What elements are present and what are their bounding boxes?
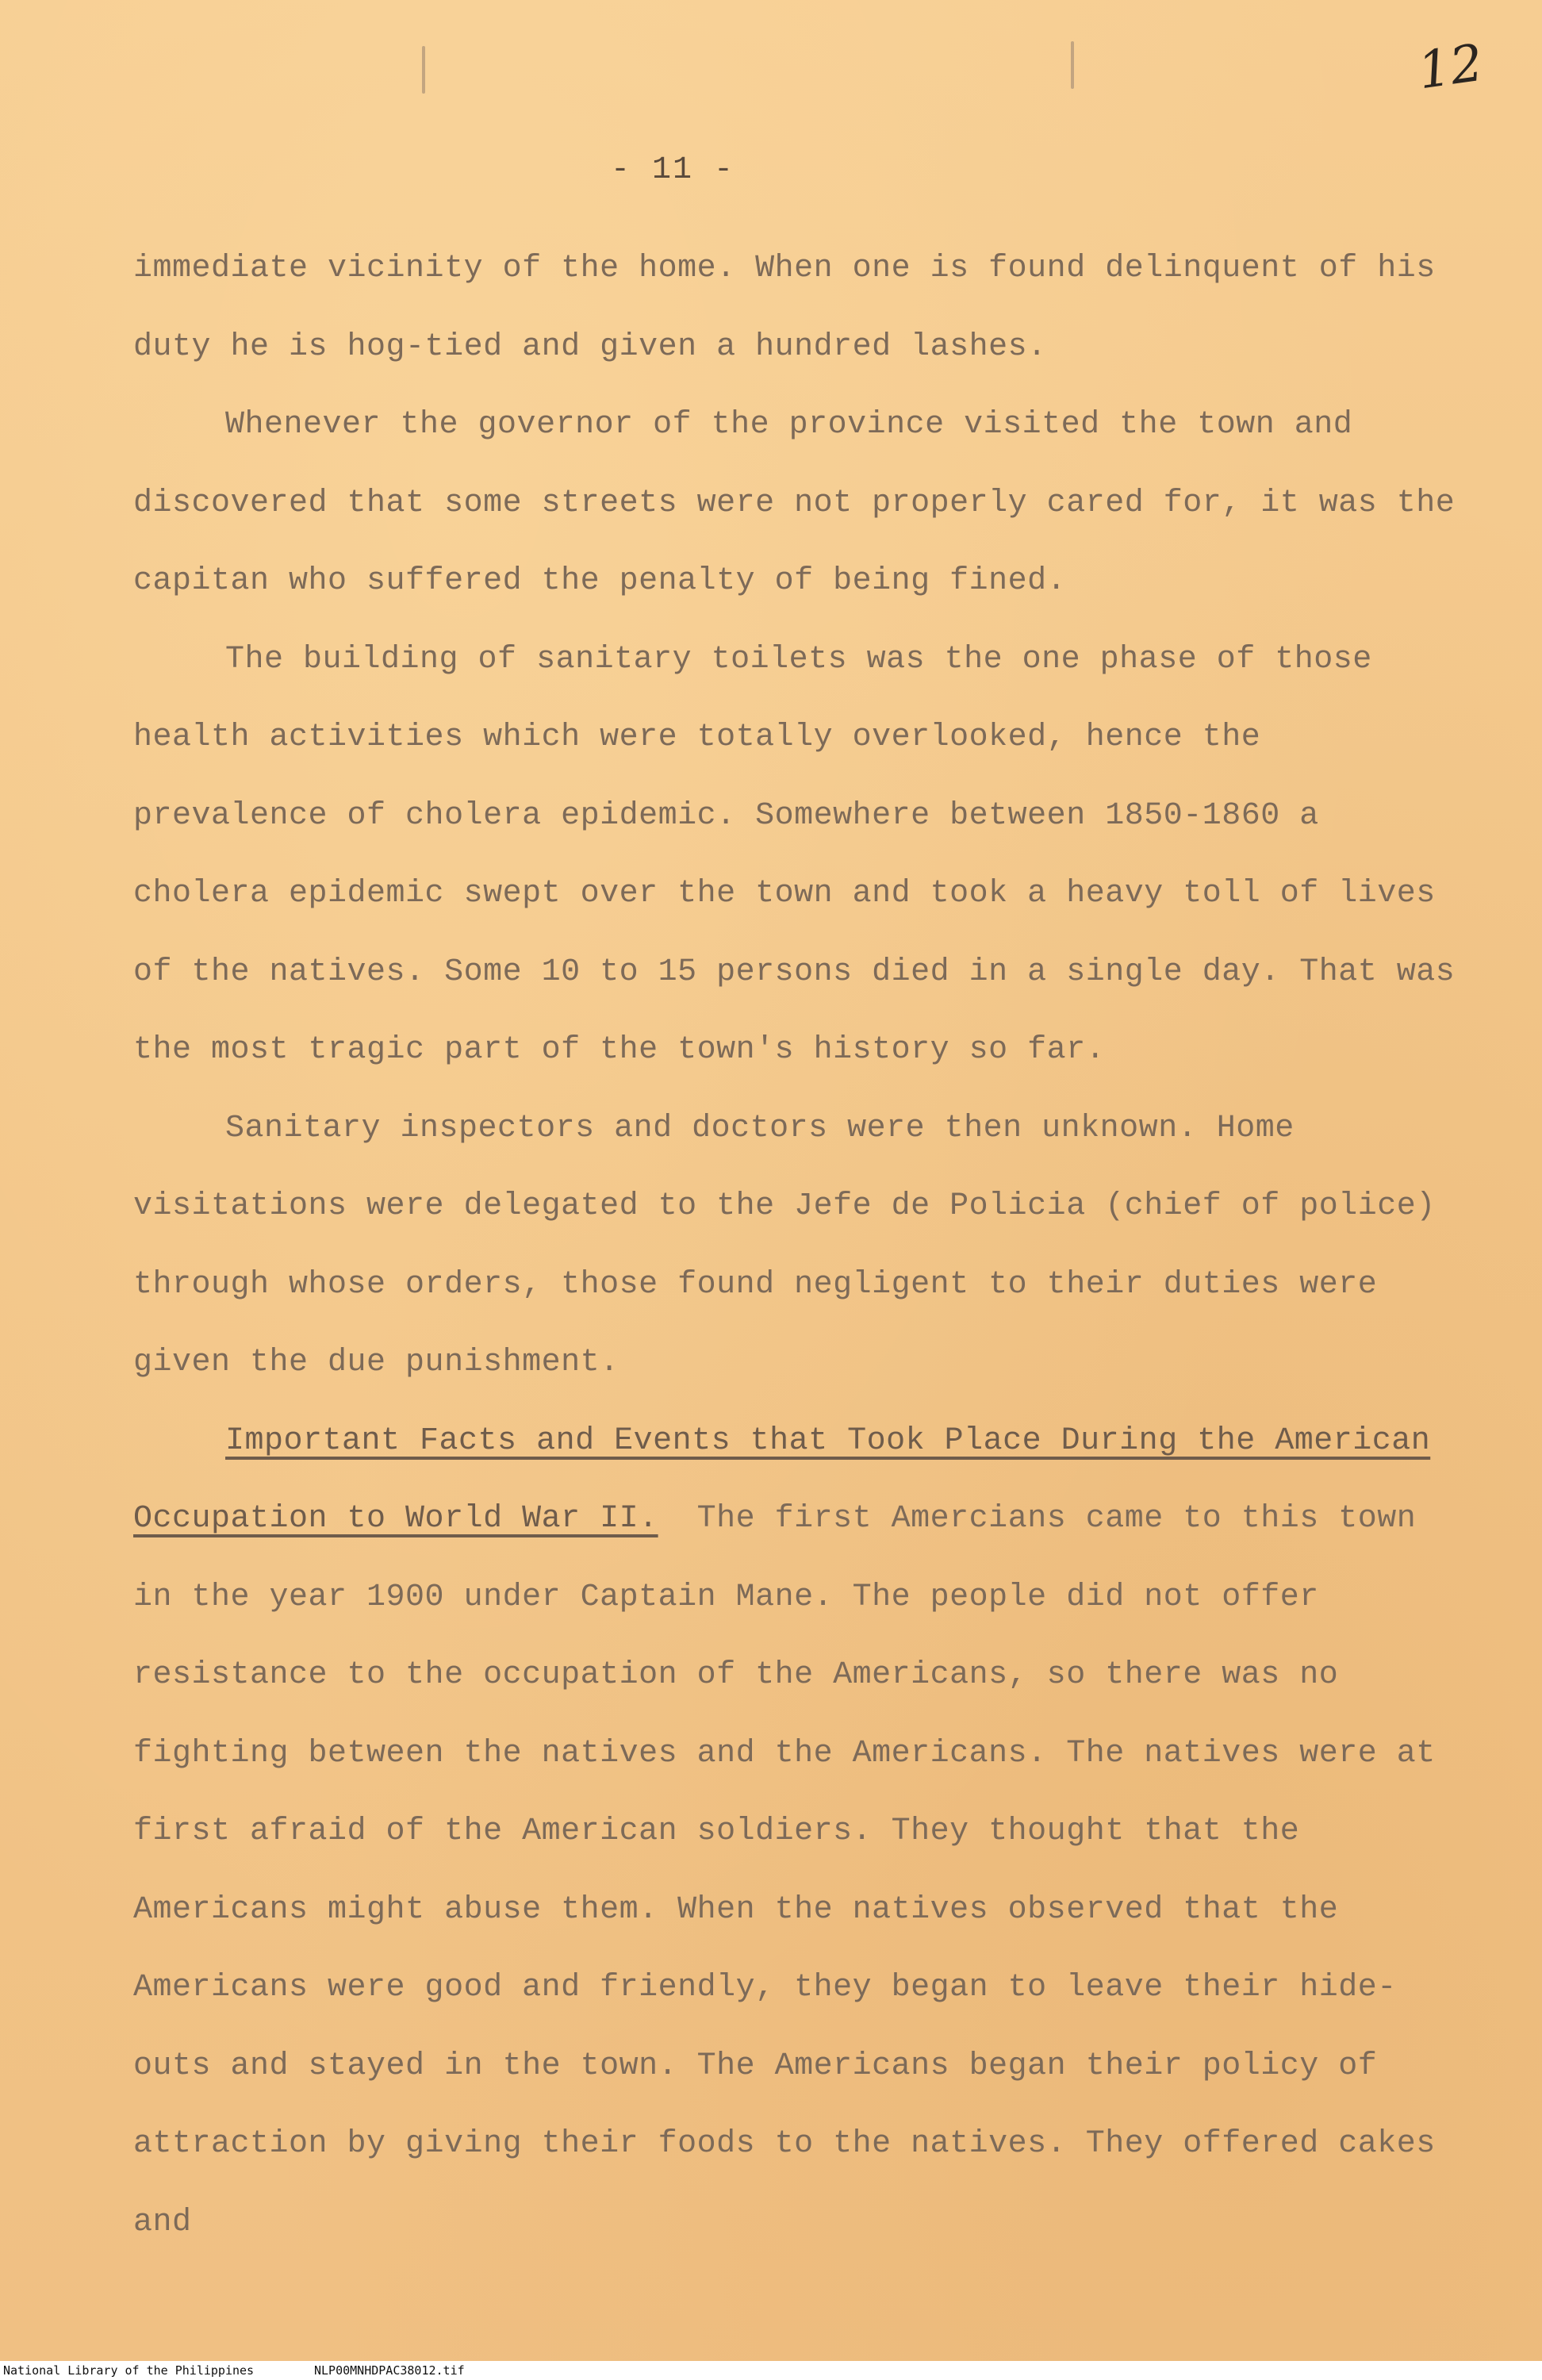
page-number: - 11 - — [611, 152, 735, 188]
section-paragraph-text: The first Amercians came to this town in the year 1900 under Captain Mane. The people did not offer resistance to the occupation of the Americans, so there was no fighting between the natives and the Americans. The natives were at first afraid of the American soldiers. They thought that the Americans might abuse them. When the natives observed that the Americans were good and friendly, they began to leave their hide-outs and stayed in the town. The Americans began their policy of attraction by giving their foods to the natives. They offered cakes and — [133, 1501, 1436, 2240]
footer-library-name: National Library of the Philippines — [3, 2363, 255, 2378]
paragraph-2: Whenever the governor of the province visited the town and discovered that some streets were not properly cared for, it was the capitan who suffered the penalty of being fined. — [133, 407, 1456, 599]
section-paragraph — [133, 1403, 1466, 2263]
scan-footer — [0, 2361, 1542, 2380]
staple-mark-left — [422, 46, 425, 94]
footer-filename: NLP00MNHDPAC38012.tif — [314, 2363, 465, 2378]
section-heading: Important Facts and Events that Took Place During the American Occupation to World War II. — [133, 1422, 1431, 1537]
staple-mark-right — [1071, 41, 1074, 89]
paragraph-1: immediate vicinity of the home. When one is found delinquent of his duty he is hog-tied and given a hundred lashes. — [133, 251, 1436, 365]
document-body — [133, 230, 1466, 2262]
handwritten-page-mark: 12 — [1414, 33, 1487, 102]
paragraph-3: The building of sanitary toilets was the one phase of those health activities which were totally overlooked, hence the prevalence of cholera epidemic. Somewhere between 1850-1860 a cholera epidemic swept over the town and took a heavy toll of lives of the natives. Some 10 to 15 persons died in a single day. That was the most tragic part of the town's history so far. — [133, 641, 1456, 1068]
paragraph-4: Sanitary inspectors and doctors were then unknown. Home visitations were delegated to the Jefe de Policia (chief of police) through whose orders, those found negligent to their duties were given the due punishment. — [133, 1110, 1436, 1380]
